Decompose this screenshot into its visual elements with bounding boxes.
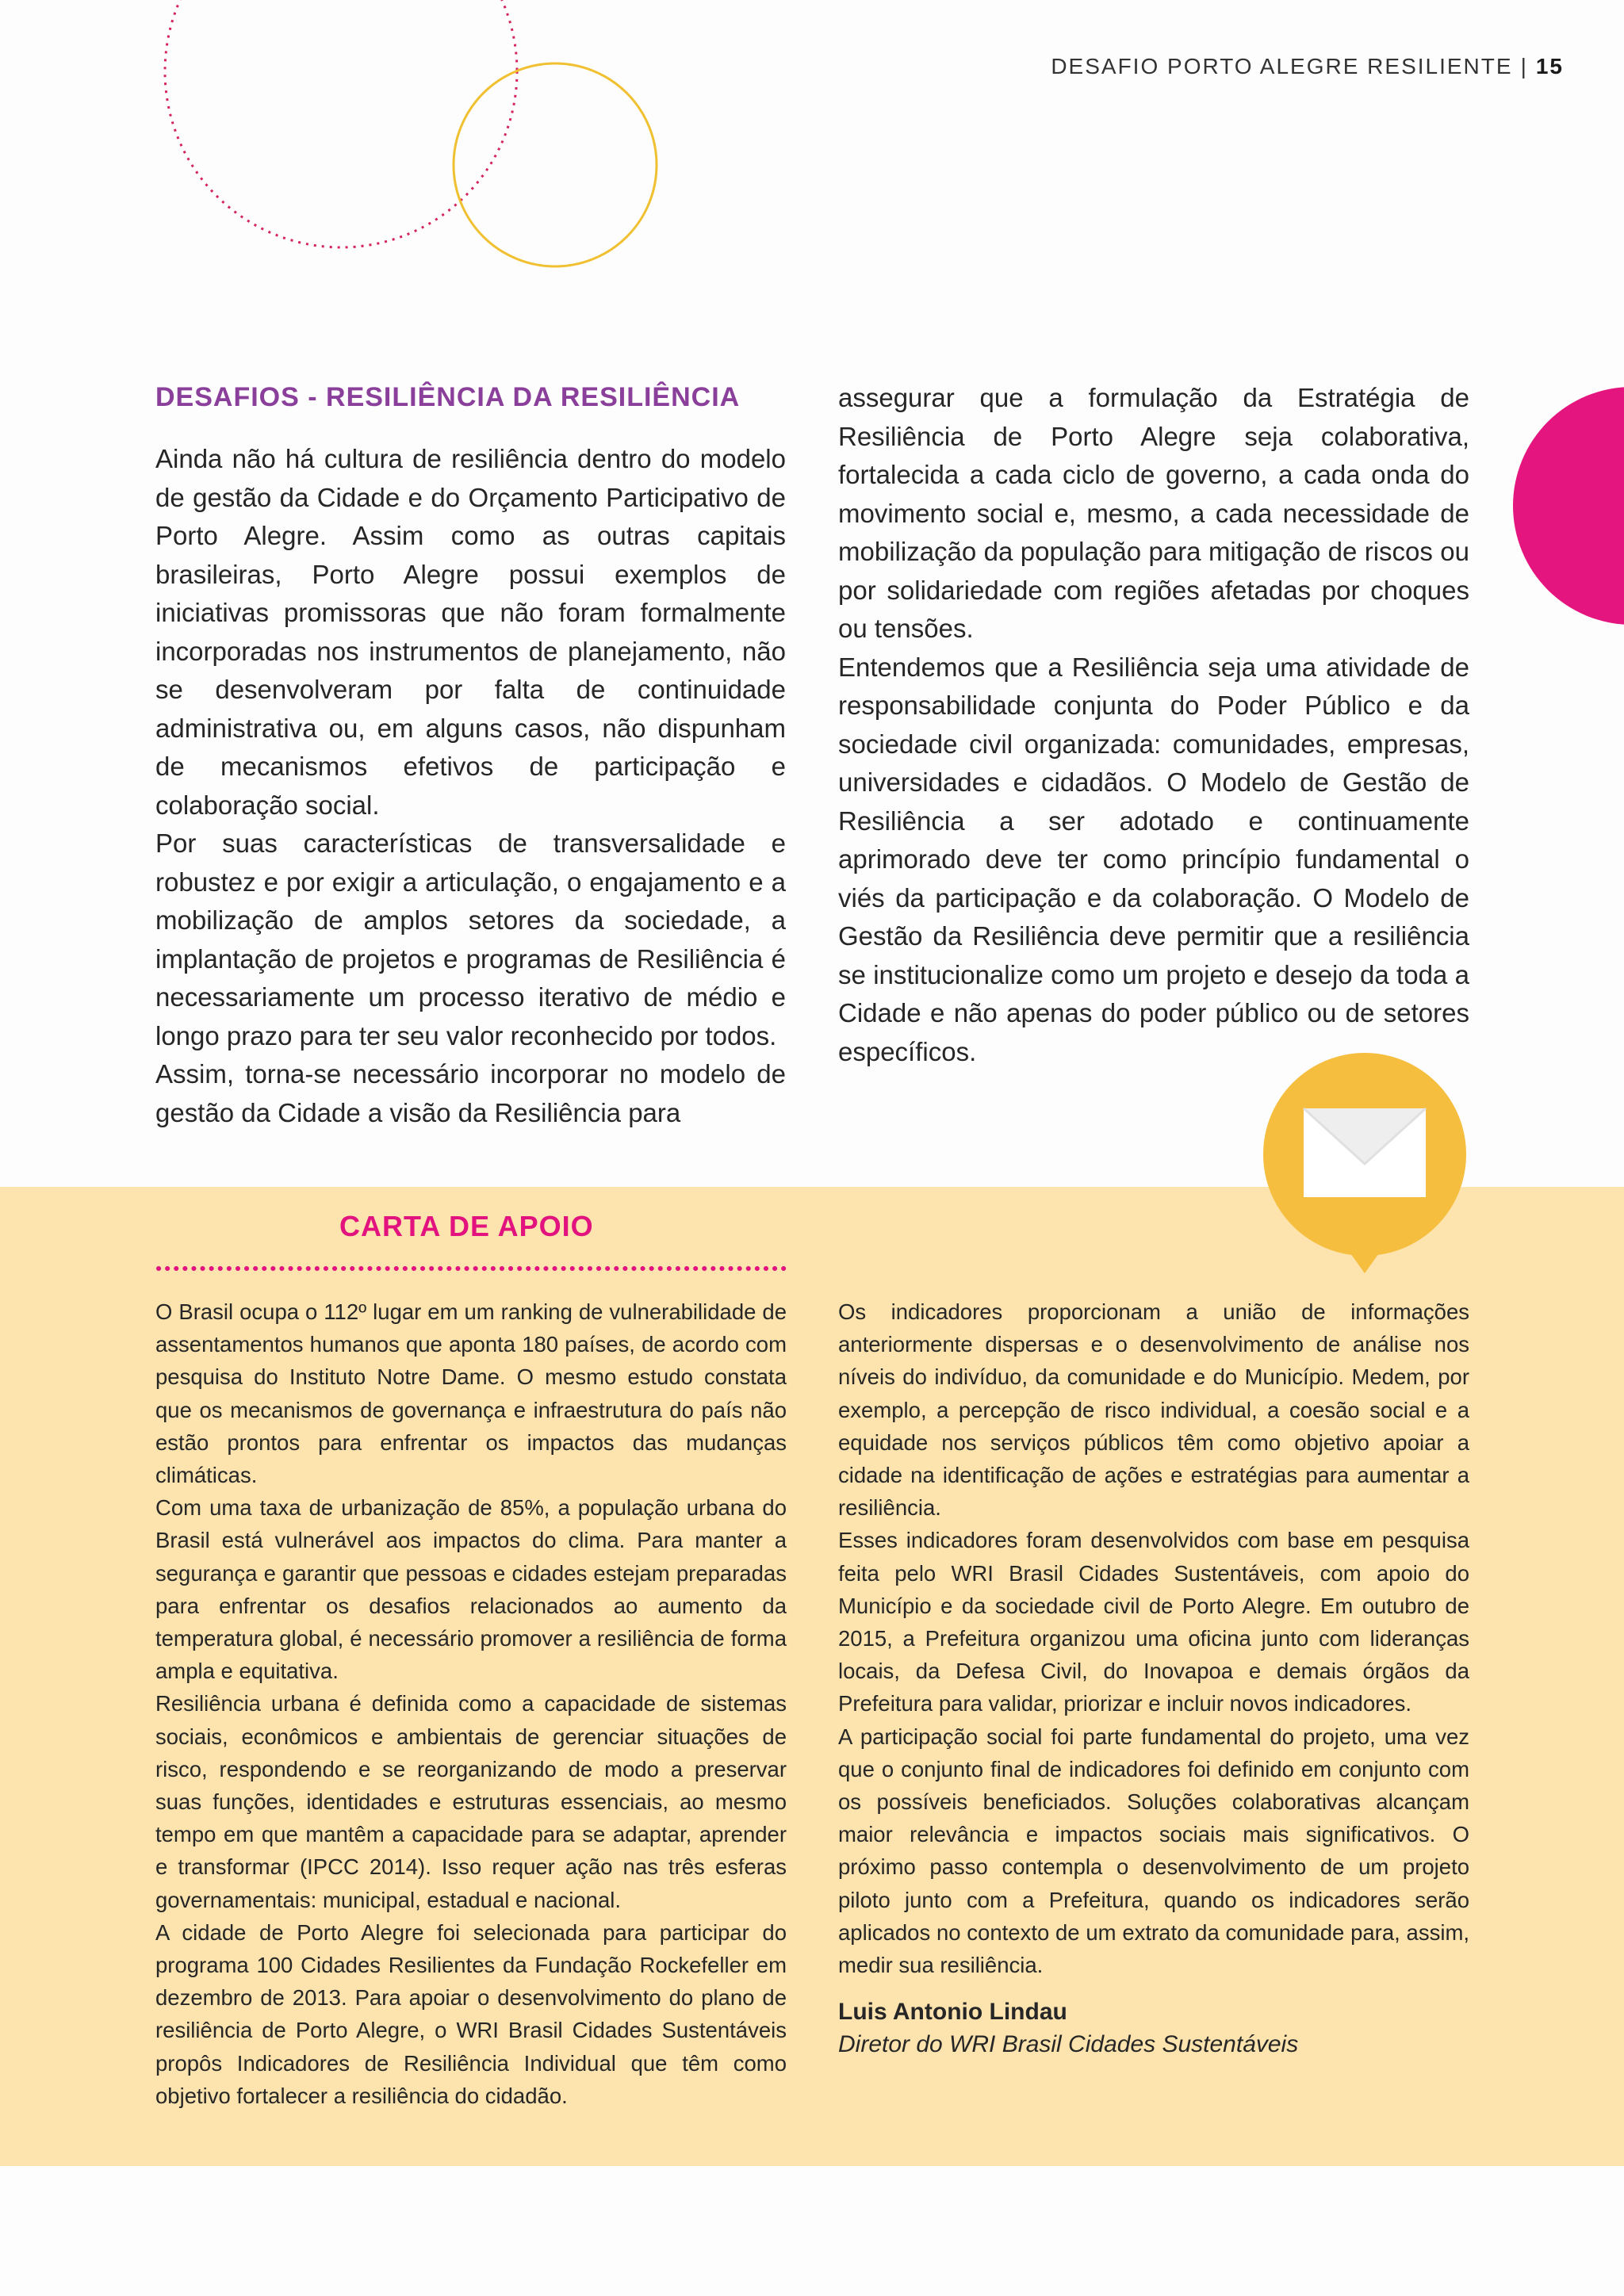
pink-half-circle — [1513, 387, 1624, 625]
header-title: DESAFIO PORTO ALEGRE RESILIENTE — [1051, 54, 1513, 78]
paragraph: Os indicadores proporcionam a união de informações anteriormente dispersas e o desenvolvimento de análise nos níveis do indivíduo, da comunidade e do Município. Medem, por exemplo, a percepção de risco individual, a coesão social e a equidade nos serviços públicos têm como objetivo apoiar a cidade na identificação de ações e estratégias para aumentar a resiliência. — [838, 1299, 1469, 1521]
paragraph: Resiliência urbana é definida como a capacidade de sistemas sociais, econômicos e ambientais de gerenciar situações de risco, respondendo e se reorganizando de modo a preservar suas funções, identidades e estruturas essenciais, ao mesmo tempo em que mantêm a capacidade para se adaptar, aprender e transformar (IPCC 2014). Isso requer ação nas três esferas governamentais: municipal, estadual e nacional. — [155, 1691, 787, 1912]
paragraph: Ainda não há cultura de resiliência dentro do modelo de gestão da Cidade e do Orçamento Participativo de Porto Alegre. Assim como as outras capitais brasileiras, Porto Alegre possui exemplos de iniciativas promissoras que não foram formalmente incorporadas nos instrumentos de planejamento, não se desenvolveram por falta de continuidade administrativa ou, em alguns casos, não dispunham de mecanismos efetivos de participação e colaboração social. — [155, 444, 786, 820]
section2-right-column — [838, 1295, 1469, 2061]
section2-left-column — [155, 1295, 787, 2112]
section-heading-desafios: DESAFIOS - RESILIÊNCIA DA RESILIÊNCIA — [155, 382, 741, 412]
decorative-circles — [0, 0, 714, 285]
signature-role: Diretor do WRI Brasil Cidades Sustentáveis — [838, 2031, 1299, 2058]
paragraph: Esses indicadores foram desenvolvidos com base em pesquisa feita pelo WRI Brasil Cidades Sustentáveis, com apoio do Município e da sociedade civil de Porto Alegre. Em outubro de 2015, a Prefeitura organizou uma oficina junto com lideranças locais, da Defesa Civil, do Inovapoa e demais órgãos da Prefeitura para validar, priorizar e incluir novos indicadores. — [838, 1528, 1469, 1716]
envelope-icon — [1258, 1051, 1472, 1273]
section1-right-column — [838, 379, 1469, 1071]
header-separator: | — [1520, 54, 1528, 78]
section-heading-carta: CARTA DE APOIO — [339, 1210, 594, 1242]
page-number: 15 — [1535, 54, 1564, 78]
dotted-divider — [155, 1261, 798, 1276]
paragraph: Com uma taxa de urbanização de 85%, a população urbana do Brasil está vulnerável aos impactos do clima. Para manter a segurança e garantir que pessoas e cidades estejam preparadas para enfrentar os desafios relacionados ao aumento da temperatura global, é necessário promover a resiliência de forma ampla e equitativa. — [155, 1495, 787, 1684]
paragraph: Entendemos que a Resiliência seja uma atividade de responsabilidade conjunta do Poder Público e da sociedade civil organizada: comunidades, empresas, universidades e cidadãos. O Modelo de Gestão de Resiliência a ser adotado e continuamente aprimorado deve ter como princípio fundamental o viés da participação e da colaboração. O Modelo de Gestão da Resiliência deve permitir que a resiliência se institucionalize como um projeto e desejo da toda a Cidade e não apenas do poder público ou de setores específicos. — [838, 652, 1469, 1066]
section1-left-column — [155, 440, 786, 1132]
page-header — [1051, 54, 1564, 79]
signature-name: Luis Antonio Lindau — [838, 1999, 1067, 2026]
paragraph: A participação social foi parte fundamental do projeto, uma vez que o conjunto final de indicadores foi definido em conjunto com os possíveis beneficiados. Soluções colaborativas alcançam maior relevância e impactos sociais mais significativos. O próximo passo contempla o desenvolvimento de um projeto piloto junto com a Prefeitura, quando os indicadores serão aplicados no contexto de um extrato da comunidade para, assim, medir sua resiliência. — [838, 1724, 1469, 1978]
paragraph: A cidade de Porto Alegre foi selecionada para participar do programa 100 Cidades Resilientes da Fundação Rockefeller em dezembro de 2013. Para apoiar o desenvolvimento do plano de resiliência de Porto Alegre, o WRI Brasil Cidades Sustentáveis propôs Indicadores de Resiliência Individual que têm como objetivo fortalecer a resiliência do cidadão. — [155, 1919, 787, 2108]
paragraph: assegurar que a formulação da Estratégia de Resiliência de Porto Alegre seja colaborativa, fortalecida a cada ciclo de governo, a cada onda do movimento social e, mesmo, a cada necessidade de mobilização da população para mitigação de riscos ou por solidariedade com regiões afetadas por choques ou tensões. — [838, 383, 1469, 643]
paragraph: Assim, torna-se necessário incorporar no modelo de gestão da Cidade a visão da Resiliência para — [155, 1059, 786, 1127]
paragraph: O Brasil ocupa o 112º lugar em um ranking de vulnerabilidade de assentamentos humanos que aponta 180 países, de acordo com pesquisa do Instituto Notre Dame. O mesmo estudo constata que os mecanismos de governança e infraestrutura do país não estão prontos para enfrentar os impactos das mudanças climáticas. — [155, 1299, 787, 1488]
paragraph: Por suas características de transversalidade e robustez e por exigir a articulação, o engajamento e a mobilização de amplos setores da sociedade, a implantação de projetos e programas de Resiliência é necessariamente um processo iterativo de médio e longo prazo para ter seu valor reconhecido por todos. — [155, 828, 786, 1050]
